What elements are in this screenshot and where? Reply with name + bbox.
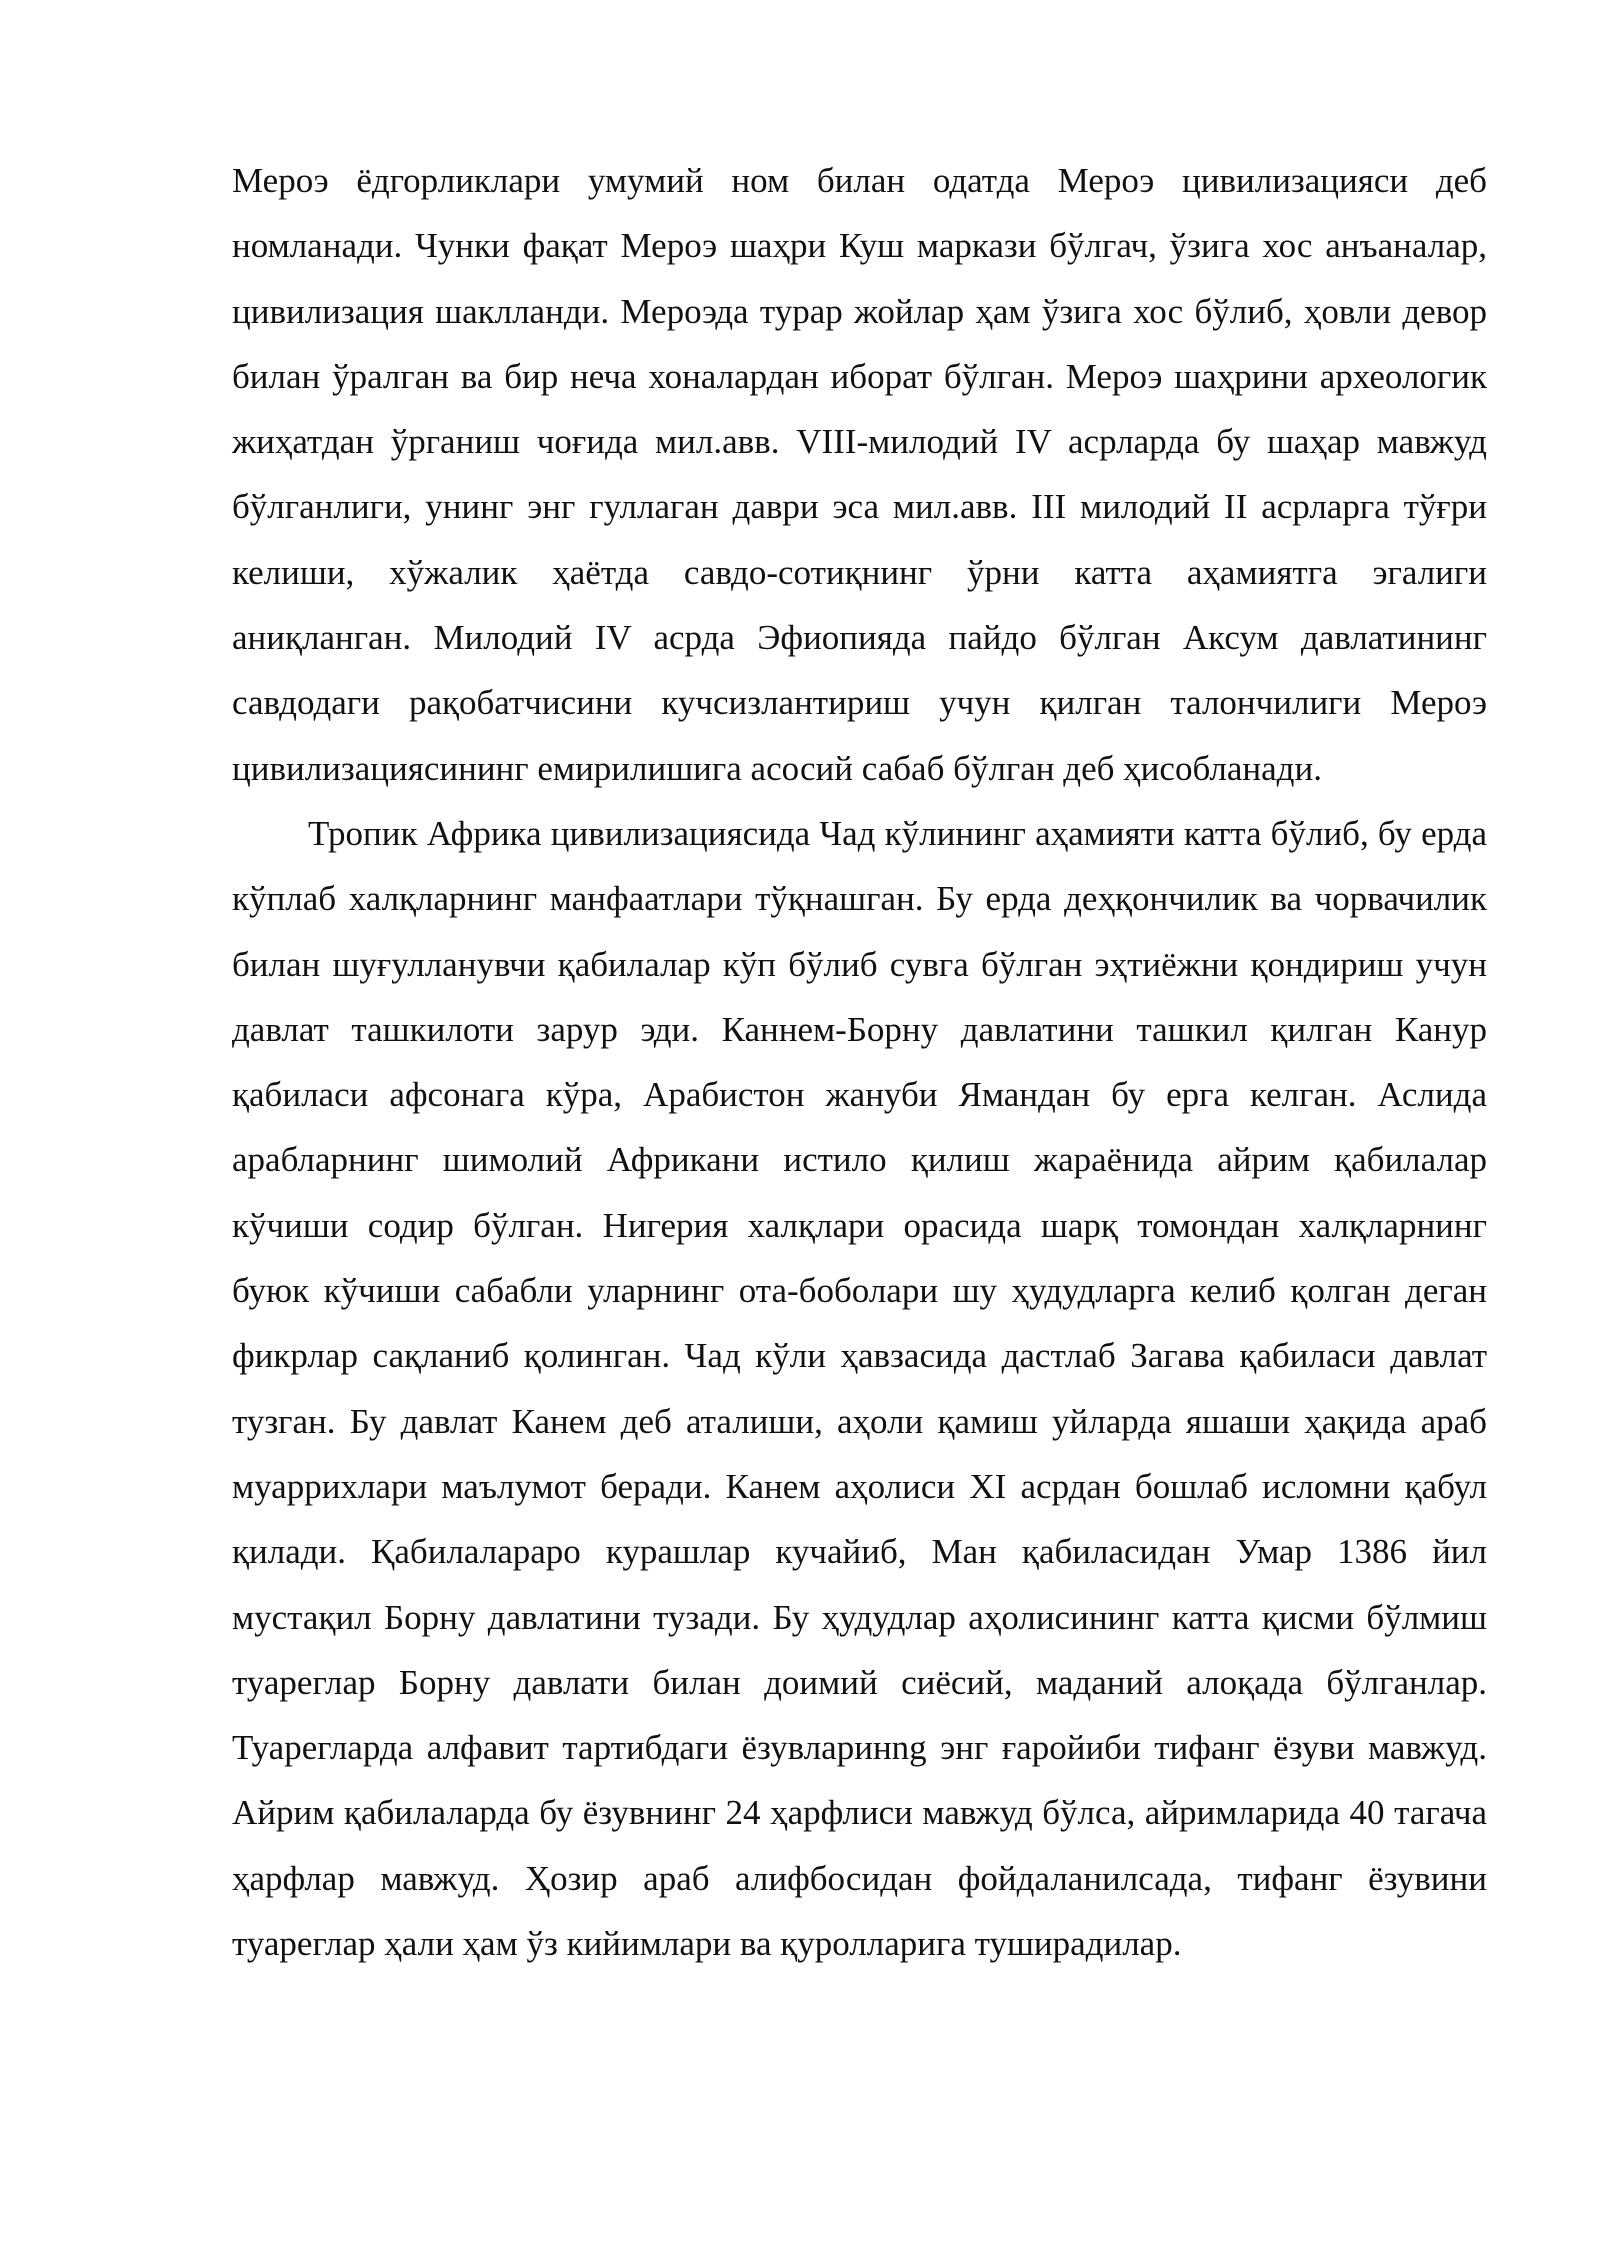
paragraph-tropical-africa-chad: Тропик Африка цивилизациясида Чад кўлининг аҳамияти катта бўлиб, бу ерда кўплаб халқларнинг манфаатлари тўқнашган. Бу ерда деҳқончилик ва чорвачилик билан шуғулланувчи қабилалар кўп бўлиб сувга бўлган эҳтиёжни қондириш учун давлат ташкилоти зарур эди. Каннем-Борну давлатини ташкил қилган Канур қабиласи афсонага кўра, Арабистон жануби Ямандан бу ерга келган. Аслида арабларнинг шимолий Африкани истило қилиш жараёнида айрим қабилалар кўчиши содир бўлган. Нигерия халқлари орасида шарқ томондан халқларнинг буюк кўчиши сабабли уларнинг ота-боболари шу ҳудудларга келиб қолган деган фикрлар сақланиб қолинган. Чад кўли ҳавзасида дастлаб Загава қабиласи давлат тузган. Бу давлат Канем деб аталиши, аҳоли қамиш уйларда яшаши ҳақида араб муаррихлари маълумот беради. Канем аҳолиси XI асрдан бошлаб исломни қабул қилади. Қабилалараро курашлар кучайиб, Ман қабиласидан Умар 1386 йил мустақил Борну давлатини тузади. Бу ҳудудлар аҳолисининг катта қисми бўлмиш туареглар Борну давлати билан доимий сиёсий, маданий алоқада бўлганлар. Туарегларда алфавит тартибдаги ёзувларинng энг ғаройиби тифанг ёзуви мавжуд. Айрим қабилаларда бу ёзувнинг 24 ҳарфлиси мавжуд бўлса, айримларида 40 тагача ҳарфлар мавжуд. Ҳозир араб алифбосидан фойдаланилсада, тифанг ёзувини туареглар ҳали ҳам ўз кийимлари ва қуролларига туширадилар. [232, 813, 1487, 1964]
paragraph-meroe-civilization: Мероэ ёдгорликлари умумий ном билан одатда Мероэ цивилизацияси деб номланади. Чунки фақат Мероэ шаҳри Куш маркази бўлгач, ўзига хос анъаналар, цивилизация шаклланди. Мероэда турар жойлар ҳам ўзига хос бўлиб, ҳовли девор билан ўралган ва бир неча хоналардан иборат бўлган. Мероэ шаҳрини археологик жиҳатдан ўрганиш чоғида мил.авв. VIII-милодий IV асрларда бу шаҳар мавжуд бўлганлиги, унинг энг гуллаган даври эса мил.авв. III милодий II асрларга тўғри келиши, хўжалик ҳаётда савдо-сотиқнинг ўрни катта аҳамиятга эгалиги аниқланган. Милодий IV асрда Эфиопияда пайдо бўлган Аксум давлатининг савдодаги рақобатчисини кучсизлантириш учун қилган талончилиги Мероэ цивилизациясининг емирилишига асосий сабаб бўлган деб ҳисобланади. [232, 161, 1487, 788]
document-page [232, 148, 1487, 1976]
